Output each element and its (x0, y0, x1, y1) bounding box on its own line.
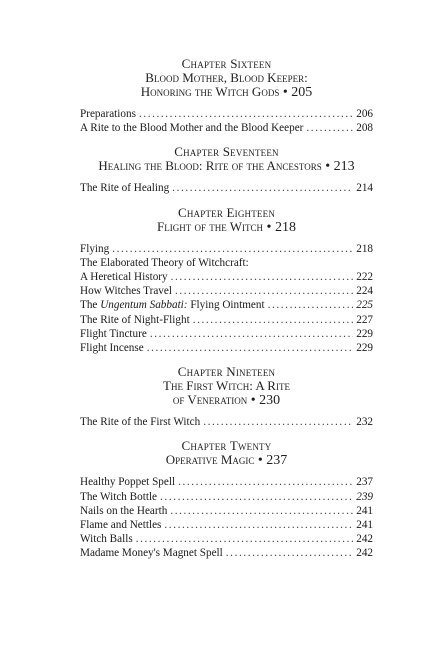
dot-leader (139, 107, 353, 121)
entry-label: The Rite of Healing (80, 182, 170, 195)
entry-label: A Heretical History (80, 271, 168, 284)
entry-label: A Rite to the Blood Mother and the Blood Keeper (80, 122, 304, 135)
chapter-page-ref: • 237 (254, 453, 288, 469)
chapter-label: Chapter Twenty (181, 438, 272, 454)
entry-label: Flame and Nettles (80, 519, 162, 532)
entry-page: 218 (356, 242, 373, 255)
chapter-title-line: Honoring the Witch Gods • 205 (140, 84, 313, 100)
chapter-sixteen (80, 57, 373, 135)
entry-page: 229 (356, 327, 373, 340)
toc-entry[interactable] (80, 518, 373, 532)
toc-entry[interactable] (80, 121, 373, 135)
chapter-entries (80, 415, 373, 429)
entry-label: Witch Balls (80, 533, 133, 546)
toc-entry[interactable] (80, 256, 373, 270)
dot-leader (160, 490, 353, 504)
toc-entry[interactable] (80, 242, 373, 256)
chapter-page-ref: • 205 (279, 85, 313, 100)
dot-leader (112, 242, 353, 256)
toc-entry[interactable] (80, 532, 373, 546)
dot-leader (203, 415, 353, 429)
entry-page: 222 (356, 271, 373, 284)
entry-page: 237 (356, 476, 373, 489)
entry-page: 242 (356, 547, 373, 560)
dot-leader (136, 532, 354, 546)
chapter-title-line: of Veneration • 230 (172, 392, 281, 409)
entry-label: Preparations (80, 108, 136, 120)
dot-leader (306, 121, 353, 135)
dot-leader (164, 518, 353, 532)
chapter-heading (80, 145, 373, 174)
toc-entry[interactable] (80, 298, 373, 312)
dot-leader (193, 313, 354, 327)
toc-entry[interactable] (80, 284, 373, 298)
toc-entry[interactable] (80, 270, 373, 284)
entry-label-italic: Ungentum Sabbati: (100, 299, 188, 312)
toc-entry[interactable] (80, 107, 373, 121)
toc-entry[interactable] (80, 475, 373, 489)
chapter-label: Chapter Sixteen (181, 56, 272, 71)
dot-leader (226, 546, 353, 560)
entry-label: The Witch Bottle (80, 490, 158, 503)
entry-page: 241 (356, 504, 373, 517)
chapter-heading (80, 57, 373, 100)
chapter-heading (80, 439, 373, 468)
dot-leader (150, 327, 353, 341)
chapter-entries (80, 242, 373, 356)
entry-page: 208 (356, 122, 373, 135)
entry-page: 229 (356, 342, 373, 355)
dot-leader (171, 270, 354, 284)
chapter-page-ref: • 213 (321, 159, 355, 175)
dot-leader (170, 504, 353, 518)
chapter-eighteen (80, 206, 373, 356)
chapter-title-line: Healing the Blood: Rite of the Ancestors • 213 (98, 158, 355, 175)
chapter-title-line: The First Witch: A Rite (163, 378, 290, 394)
dot-leader (172, 181, 353, 195)
chapter-label: Chapter Nineteen (177, 364, 276, 380)
entry-label: Nails on the Hearth (80, 504, 168, 517)
entry-page: 232 (356, 416, 373, 429)
dot-leader (268, 298, 354, 312)
entry-label: How Witches Travel (80, 285, 172, 298)
entry-page: 239 (356, 490, 373, 503)
toc-entry[interactable] (80, 546, 373, 560)
dot-leader (175, 284, 353, 298)
chapter-title-line: Operative Magic • 237 (165, 452, 288, 469)
chapter-label: Chapter Seventeen (174, 144, 279, 160)
entry-label: Flight Tincture (80, 327, 147, 340)
entry-label: Healthy Poppet Spell (80, 476, 176, 489)
toc-entry[interactable] (80, 415, 373, 429)
entry-label: Flight Incense (80, 342, 144, 355)
entry-label: The Rite of the First Witch (80, 416, 201, 429)
chapter-label: Chapter Eighteen (177, 204, 276, 220)
entry-label: Madame Money's Magnet Spell (80, 547, 223, 560)
chapter-heading (80, 206, 373, 235)
chapter-page-ref: • 218 (263, 219, 296, 235)
entry-page: 241 (356, 519, 373, 532)
entry-label: The Elaborated Theory of Witchcraft: (80, 256, 249, 269)
chapter-entries (80, 475, 373, 560)
toc-entry[interactable] (80, 341, 373, 355)
entry-label: The Rite of Night-Flight (80, 313, 190, 326)
chapter-title-line: Flight of the Witch • 218 (157, 218, 296, 235)
entry-page: 214 (356, 182, 373, 195)
entry-label: Flying (80, 242, 110, 255)
chapter-entries (80, 181, 373, 195)
entry-page: 224 (356, 285, 373, 298)
toc-entry[interactable] (80, 181, 373, 195)
entry-page: 242 (356, 533, 373, 546)
chapter-title-line: Blood Mother, Blood Keeper: (145, 70, 308, 85)
entry-page: 225 (356, 299, 373, 312)
toc-entry[interactable] (80, 504, 373, 518)
entry-page: 227 (356, 313, 373, 326)
dot-leader (147, 341, 354, 355)
toc-content (80, 57, 373, 571)
entry-label: The Ungentum Sabbati: Flying Ointment (80, 299, 265, 312)
toc-entry[interactable] (80, 490, 373, 504)
toc-entry[interactable] (80, 313, 373, 327)
chapter-entries (80, 107, 373, 135)
chapter-page-ref: • 230 (247, 393, 281, 409)
dot-leader (178, 475, 353, 489)
chapter-twenty (80, 439, 373, 560)
toc-entry[interactable] (80, 327, 373, 341)
chapter-nineteen (80, 365, 373, 429)
chapter-seventeen (80, 145, 373, 195)
chapter-heading (80, 365, 373, 408)
entry-page: 206 (356, 108, 373, 120)
